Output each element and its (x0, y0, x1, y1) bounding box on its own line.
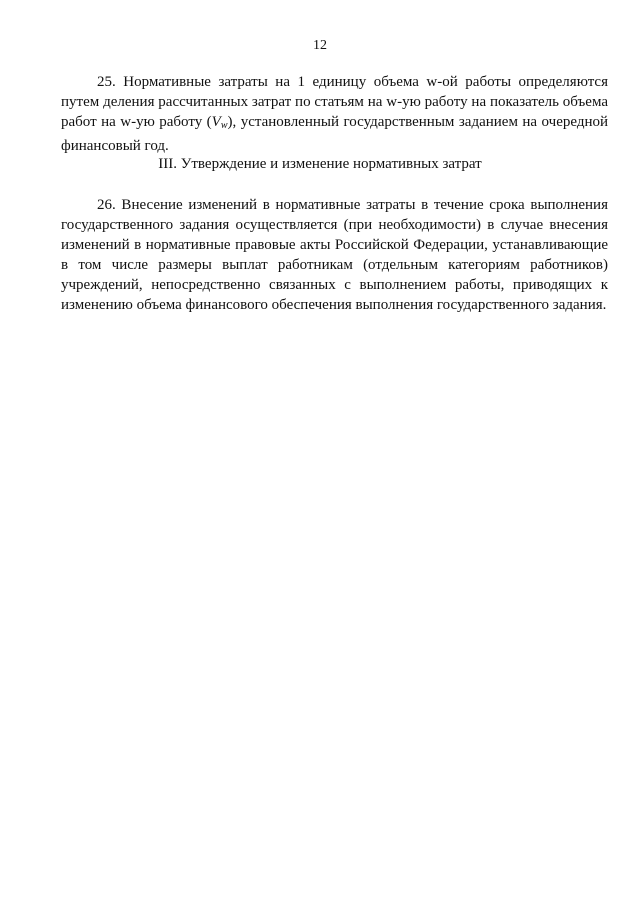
variable-subscript: w (220, 120, 228, 131)
variable-v: V (211, 114, 221, 130)
paragraph-25 (61, 72, 608, 156)
paragraph-26-text: 26. Внесение изменений в нормативные затраты в течение срока выполнения государственного задания осуществляется (при необходимости) в случае внесения изменений в нормативные правовые акты Российской Федерации, устанавливающие в том числе размеры выплат работникам (отдельным категориям работников) учреждений, непосредственно связанных с выполнением работы, приводящих к изменению объема финансового обеспечения выполнения государственного задания. (61, 197, 608, 313)
section-heading: III. Утверждение и изменение нормативных затрат (158, 156, 482, 172)
paragraph-25-after: ), установленный государственным заданием на очередной финансовый год. (61, 114, 609, 154)
page-number: 12 (313, 38, 327, 53)
paragraph-25-text (61, 72, 608, 156)
paragraph-26 (61, 195, 608, 315)
paragraph-25-before: 25. Нормативные затраты на 1 единицу объема w-ой работы определяются путем деления рассчитанных затрат по статьям на w-ую работу на показатель объема работ на w-ую работу ( (61, 74, 608, 130)
